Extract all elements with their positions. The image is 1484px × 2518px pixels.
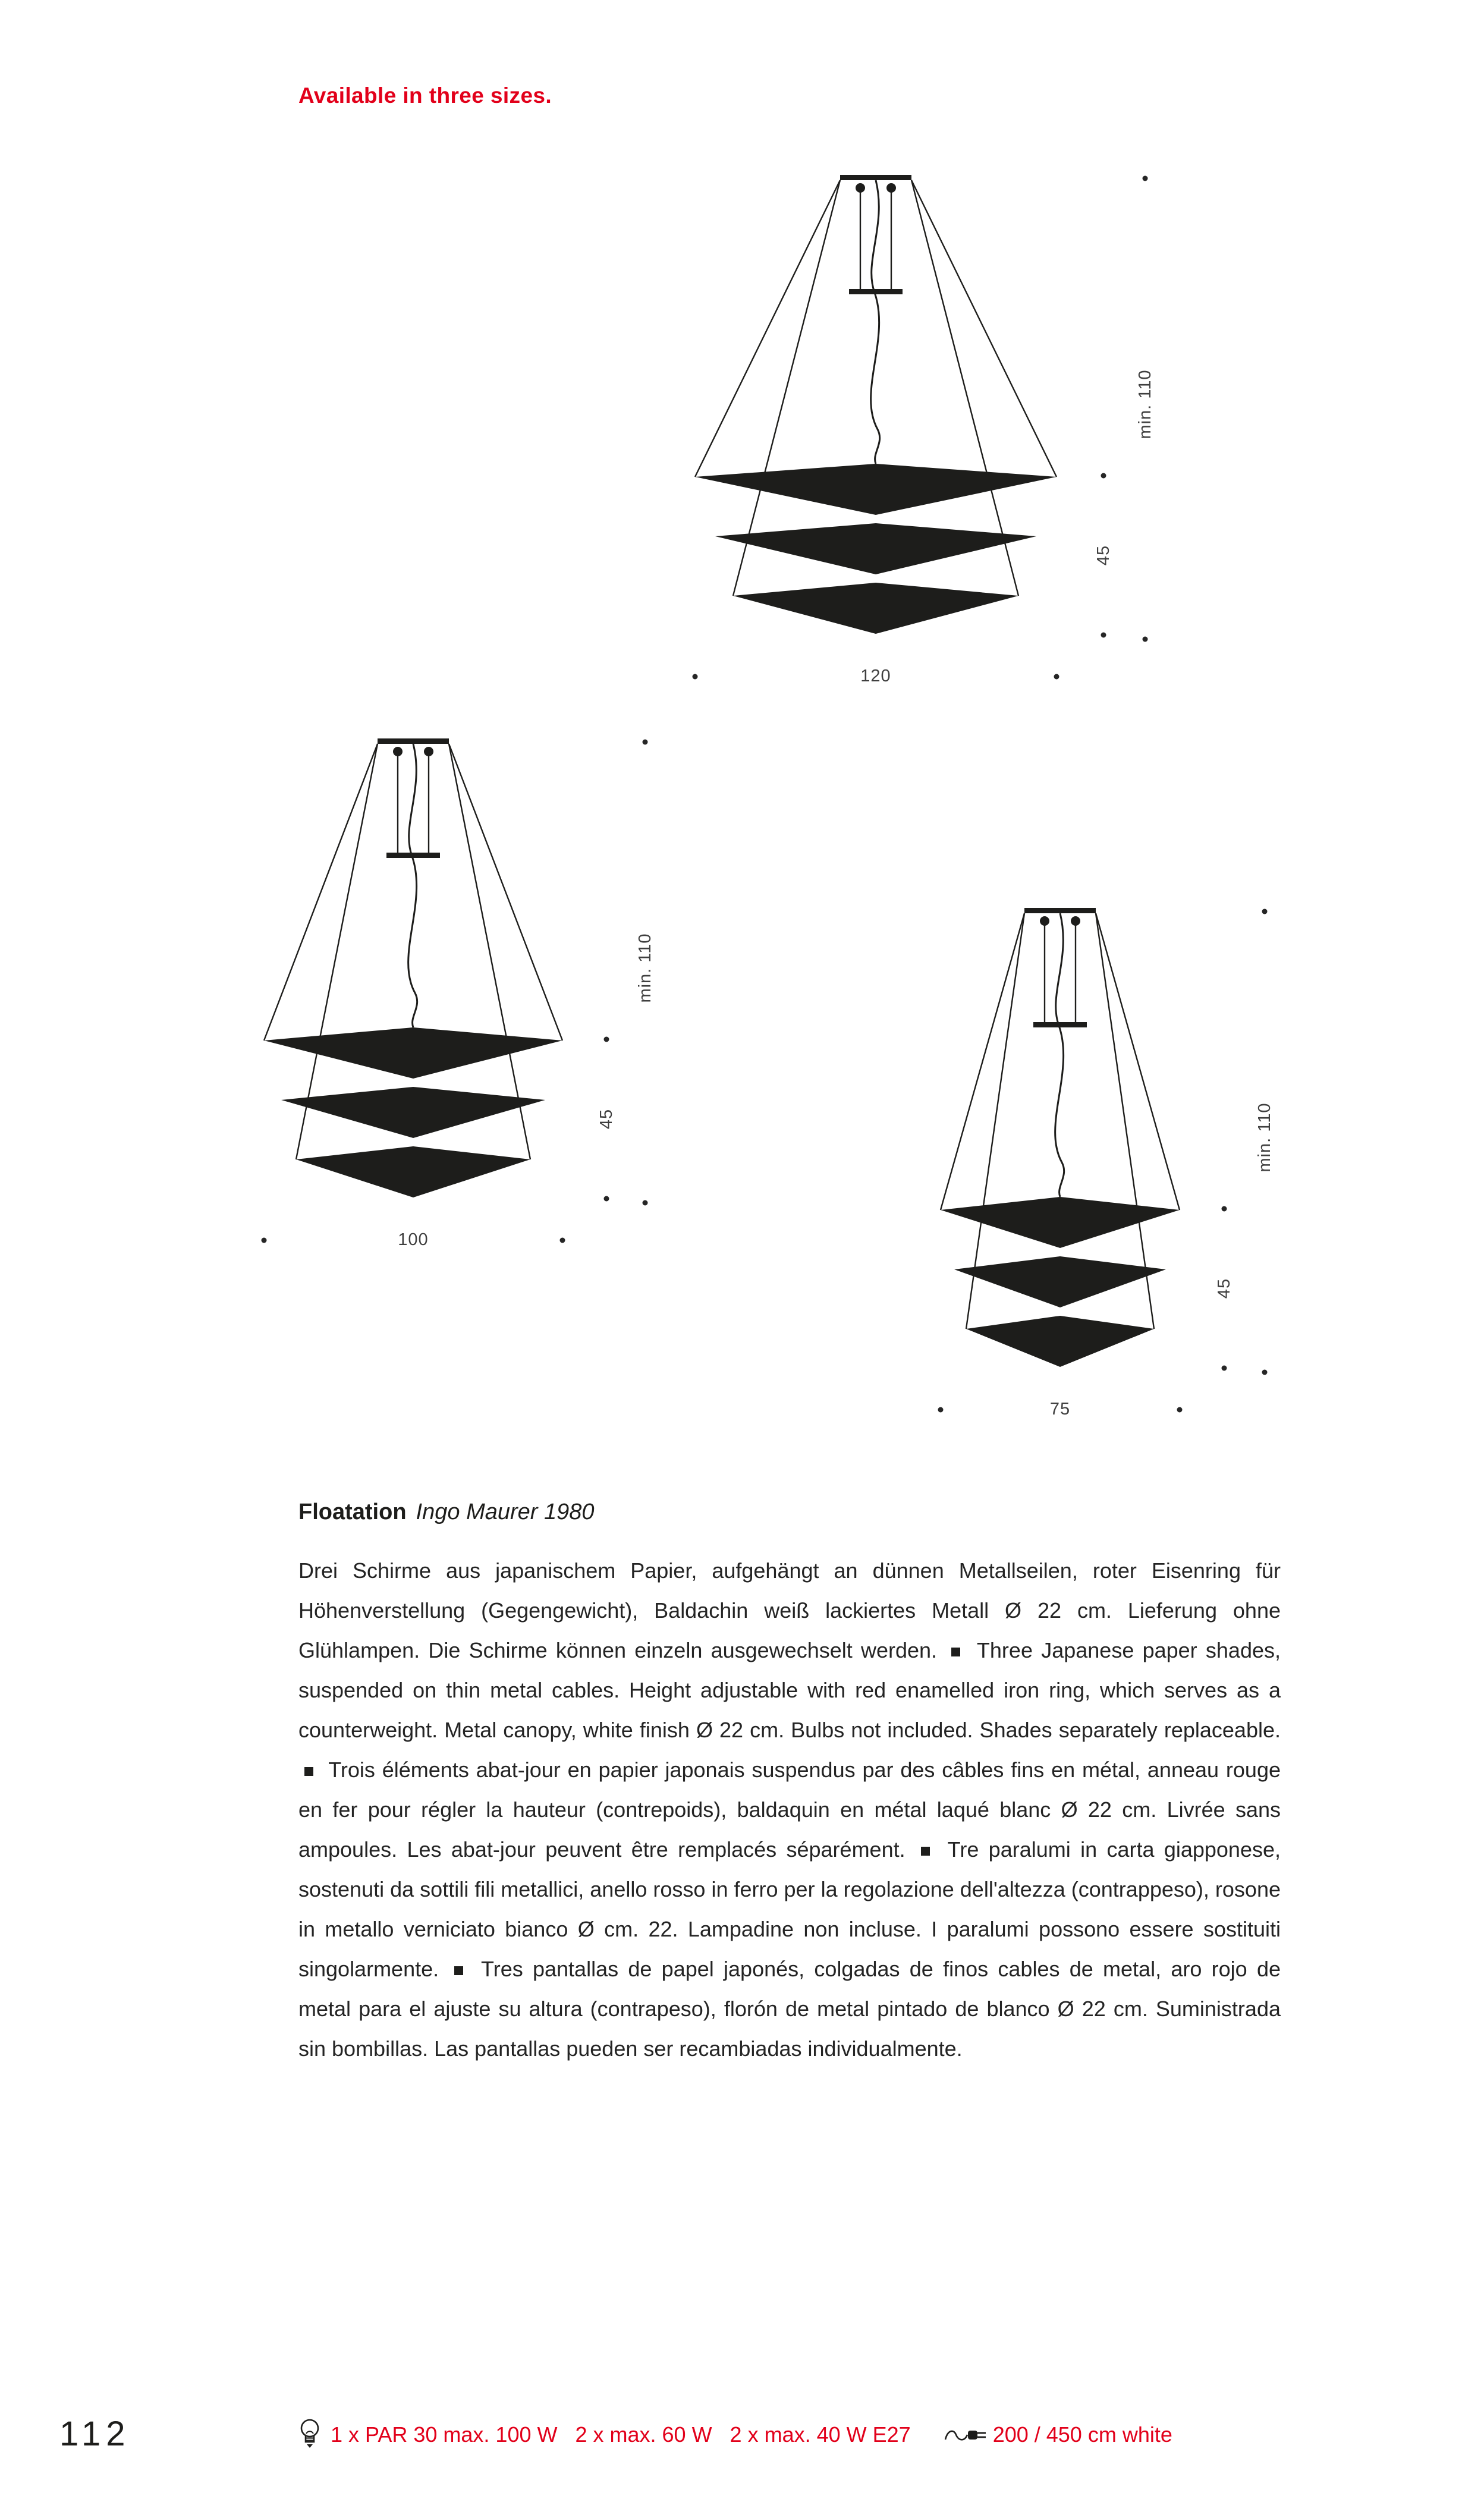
footer-bulb-spec: 1 x PAR 30 max. 100 W 2 x max. 60 W 2 x max. 40 W E27 [331,2422,911,2447]
language-separator-square [304,1767,313,1776]
language-separator-square [454,1966,463,1975]
dim-label-width: 100 [398,1230,429,1249]
dim-label-min-height: min. 110 [1136,369,1155,439]
product-description [298,1551,1281,2069]
availability-note: Available in three sizes. [298,83,552,108]
product-title [298,1500,595,1525]
description-fr: Trois éléments abat-jour en papier japonais suspendus par des câbles fins en métal, anneau rouge en fer pour régler la hauteur (contrepoids), baldaquin en métal laqué blanc Ø 22 cm. Livrée sans ampoules. Les abat-jour peuvent être remplacés séparément. [298,1758,1281,1862]
dim-label-min-height: min. 110 [636,933,655,1003]
dim-label-shade-height: 45 [597,1108,616,1130]
product-name: Floatation [298,1500,407,1524]
language-separator-square [921,1847,930,1856]
floatation-drawing-medium [178,730,713,1265]
dim-label-min-height: min. 110 [1255,1102,1274,1172]
lamp-diagram-medium [178,730,713,1265]
description-de: Drei Schirme aus japanischem Papier, aufgehängt an dünnen Metallseilen, roter Eisenring für Höhenverstellung (Gegengewicht), Baldachin weiß lackiertes Metall Ø 22 cm. Lieferung ohne Glühlampen. Die Schirme können einzeln ausgewechselt werden. [298,1558,1281,1662]
footer-specs [297,2418,1172,2452]
description-it: Tre paralumi in carta giapponese, sostenuti da sottili fili metallici, anello rosso in ferro per la regolazione dell'altezza (contrappeso), rosone in metallo verniciato bianco Ø cm. 22. Lampadine non incluse. I paralumi possono essere sostituiti singolarmente. [298,1837,1281,1981]
dim-label-shade-height: 45 [1215,1278,1234,1299]
description-en: Three Japanese paper shades, suspended on thin metal cables. Height adjustable with red enamelled iron ring, which serves as a counterweight. Metal canopy, white finish Ø 22 cm. Bulbs not included. Shades separately replaceable. [298,1638,1281,1742]
plug-icon [943,2422,989,2448]
language-separator-square [951,1648,960,1656]
dim-label-width: 75 [1049,1400,1071,1419]
product-designer-year: Ingo Maurer 1980 [416,1500,595,1524]
dim-label-width: 120 [860,667,891,686]
dim-label-shade-height: 45 [1094,545,1113,566]
floatation-drawing-small [886,900,1338,1435]
bulb-icon [297,2418,322,2452]
footer-cable-spec: 200 / 450 cm white [992,2422,1172,2447]
floatation-drawing-large [654,166,1189,702]
lamp-diagram-large [654,166,1189,702]
page-number: 112 [59,2415,131,2453]
description-es: Tres pantallas de papel japonés, colgadas de finos cables de metal, aro rojo de metal para el ajuste su altura (contrapeso), florón de metal pintado de blanco Ø 22 cm. Suministrada sin bombillas. Las pantallas pueden ser recambiadas individualmente. [298,1957,1281,2061]
